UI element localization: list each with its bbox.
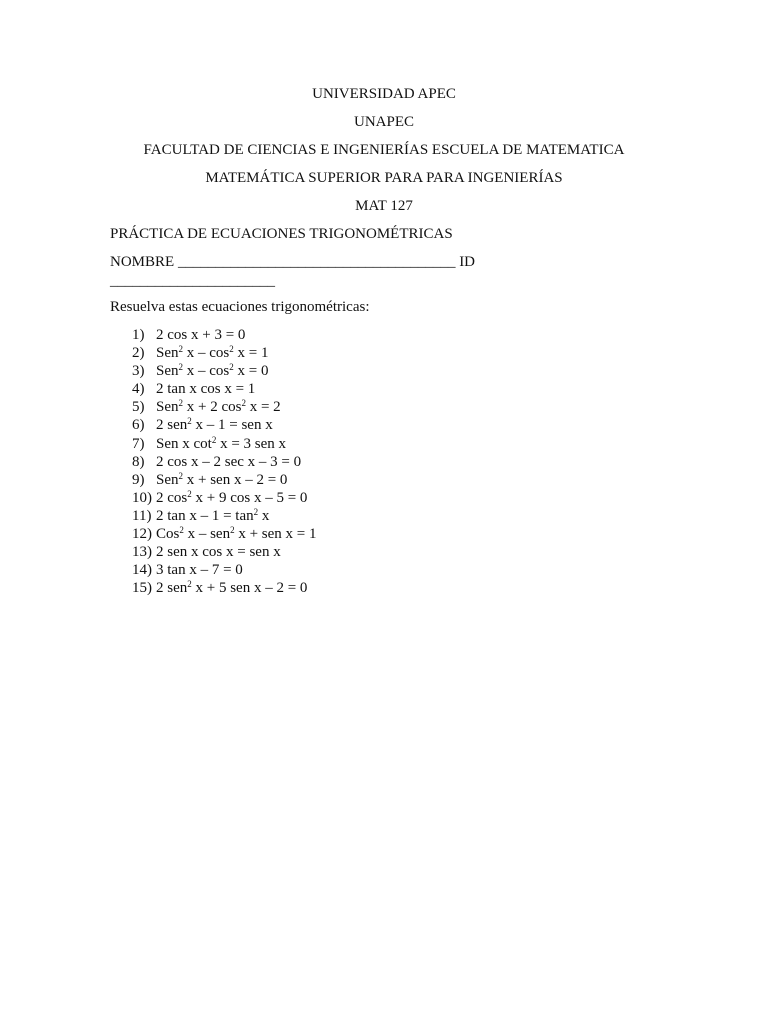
problem-equation: Cos$^2$ x – sen$^2$ x + sen x = 1 — [156, 525, 317, 543]
problem-number: 3) — [132, 363, 145, 380]
course-name: MATEMÁTICA SUPERIOR PARA PARA INGENIERÍAS — [205, 170, 563, 186]
problem-number: 10) — [132, 489, 152, 506]
problem-item — [132, 380, 317, 398]
problem-number: 12) — [132, 526, 152, 543]
problem-item — [132, 543, 317, 561]
problem-item — [132, 453, 317, 471]
problem-number: 7) — [132, 435, 145, 452]
problem-equation: 2 sen x cos x = sen x — [156, 544, 281, 561]
practice-title: PRÁCTICA DE ECUACIONES TRIGONOMÉTRICAS — [110, 226, 453, 242]
problem-number: 14) — [132, 562, 152, 579]
course-code: MAT 127 — [355, 198, 413, 214]
problem-equation: 2 tan x cos x = 1 — [156, 381, 256, 398]
university-acronym: UNAPEC — [353, 114, 414, 130]
university-name: UNIVERSIDAD APEC — [312, 86, 456, 102]
problem-equation: 2 $\cos^2 x + 9$ cos x – 5 = 0 — [156, 488, 308, 506]
problem-number: 9) — [132, 471, 145, 488]
problem-item — [132, 398, 317, 416]
problem-equation: Sen$^2$ x + 2 $\cos^2 x = 2$ — [156, 398, 281, 416]
problem-item — [132, 435, 317, 453]
problem-equation: 3 tan x – 7 = 0 — [156, 562, 243, 579]
problem-number: 11) — [132, 507, 152, 524]
problem-item — [132, 344, 317, 362]
faculty-name: FACULTAD DE CIENCIAS E INGENIERÍAS ESCUELA DE MATEMATICA — [143, 142, 625, 158]
problem-number: 1) — [132, 327, 145, 343]
problem-item — [132, 579, 317, 597]
problem-number: 2) — [132, 345, 145, 362]
id-label: ID — [459, 254, 476, 270]
problem-equation: 2 sen$^2$ x – 1 = sen x — [156, 416, 273, 434]
problem-equation: Sen$^2$ $x - \cos^2 x = 1$ — [156, 344, 269, 362]
problem-equation: 2 $\tan x - 1 = \tan^2 x$ — [156, 506, 270, 524]
problem-item — [132, 561, 317, 579]
problem-item — [132, 326, 317, 344]
problem-number: 4) — [132, 381, 145, 398]
problem-equation: 2 sen$^2$ x + 5 sen x – 2 = 0 — [156, 579, 308, 597]
problem-item — [132, 416, 317, 434]
problem-number: 5) — [132, 399, 145, 416]
problem-item — [132, 525, 317, 543]
problem-number: 6) — [132, 417, 145, 434]
problem-item — [132, 507, 317, 525]
problem-equation: Sen$^2$ $x - \cos^2 x = 0$ — [156, 362, 269, 380]
name-line — [110, 253, 475, 271]
problem-number: 8) — [132, 453, 145, 470]
instructions: Resuelva estas ecuaciones trigonométricas: — [110, 299, 370, 315]
problem-list — [132, 326, 317, 597]
problem-equation: Sen x $\cot^2 x = 3$ sen x — [156, 434, 287, 452]
problem-number: 15) — [132, 580, 152, 597]
name-blank: _____________________________________ — [177, 254, 456, 270]
problem-equation: 2 cos x – 2 sec x – 3 = 0 — [156, 453, 302, 470]
problem-number: 13) — [132, 544, 152, 561]
problem-item — [132, 362, 317, 380]
problem-item — [132, 489, 317, 507]
problem-equation: Sen$^2$ x + sen x – 2 = 0 — [156, 470, 288, 488]
id-blank: ______________________ — [110, 273, 275, 289]
problem-item — [132, 471, 317, 489]
name-label: NOMBRE — [110, 254, 175, 270]
problem-equation: 2 cos x + 3 = 0 — [156, 327, 246, 343]
